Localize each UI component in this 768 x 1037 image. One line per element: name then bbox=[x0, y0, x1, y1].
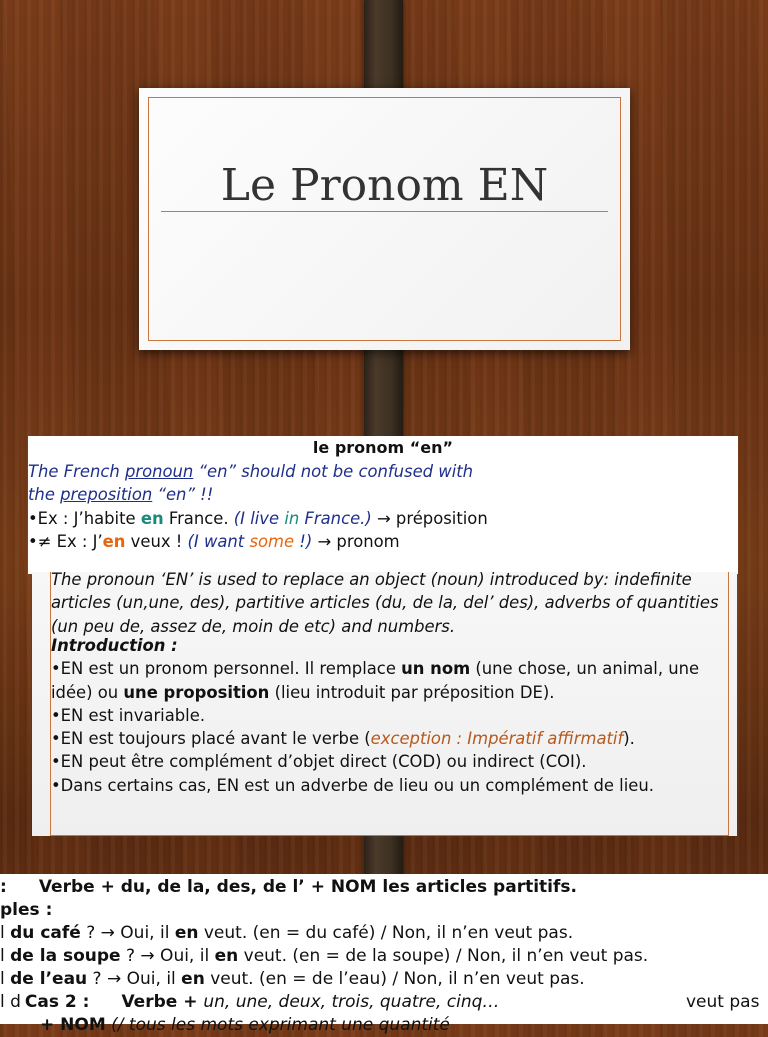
highlight-some: some bbox=[249, 532, 295, 551]
case2-quantity-note: (/ tous les mots exprimant une quantité bbox=[105, 1015, 450, 1035]
highlight-in: in bbox=[284, 508, 300, 528]
case1-row bbox=[0, 876, 577, 899]
case2-label: Cas 2 : bbox=[24, 992, 90, 1012]
warning-line-2: the preposition “en” !! bbox=[28, 485, 214, 504]
example-mid: France. bbox=[163, 508, 234, 528]
example-prefix: •≠ Ex : J’ bbox=[28, 532, 103, 551]
case1-overflow bbox=[686, 991, 759, 1014]
title-underline bbox=[161, 211, 608, 212]
bullet-pronom-personnel bbox=[51, 657, 731, 704]
example-en: en bbox=[181, 969, 205, 989]
bullet-text: (une chose, un animal, une idée) ou bbox=[51, 659, 700, 702]
translation-a: (I live bbox=[233, 508, 285, 528]
example-part: l bbox=[0, 923, 11, 943]
examples-label: ples : bbox=[0, 900, 53, 920]
pronoun-word: pronoun bbox=[124, 461, 194, 481]
example-prefix: •Ex : J’habite bbox=[28, 508, 141, 528]
bullet-text: •EN est un pronom personnel. Il remplace bbox=[51, 659, 402, 679]
exception-text: exception : Impératif affirmatif bbox=[370, 729, 624, 749]
pronoun-vs-preposition-box bbox=[28, 436, 738, 574]
example-cafe bbox=[0, 922, 573, 945]
translation-a: (I want bbox=[187, 532, 250, 551]
example-part: l bbox=[0, 946, 11, 966]
example-result: → préposition bbox=[371, 508, 488, 528]
translation-b: !) bbox=[294, 532, 313, 551]
partitive-examples-box bbox=[0, 874, 768, 1035]
bold-une-proposition: une proposition bbox=[123, 682, 270, 702]
bullet-text: •EN est toujours placé avant le verbe ( bbox=[51, 729, 371, 749]
introduction-box bbox=[32, 572, 737, 836]
example-part: ? → Oui, il bbox=[80, 923, 175, 943]
warning-line-1: The French pronoun “en” should not be confused with bbox=[28, 461, 474, 481]
english-explanation bbox=[51, 568, 731, 638]
preposition-word: preposition bbox=[60, 485, 153, 504]
bullet-cod-coi: •EN peut être complément d’objet direct (COD) ou indirect (COI). bbox=[51, 752, 587, 772]
example-noun: de la soupe bbox=[10, 946, 121, 966]
translation-b: France.) bbox=[299, 508, 372, 528]
page-title: Le Pronom EN bbox=[220, 160, 549, 211]
example-pronoun bbox=[28, 530, 738, 554]
example-result: → pronom bbox=[312, 532, 400, 551]
example-en: en bbox=[214, 946, 239, 966]
highlight-en: en bbox=[102, 532, 126, 551]
english-text: The pronoun ‘EN’ is used to replace an object (noun) introduced by: indefinite articles (un,une, des), partitive articles (du, de la, del’ des), adverbs of quantities (un peu de, assez de, moin de etc) and numbers. bbox=[51, 570, 719, 636]
bullet-adverbe-lieu: •Dans certains cas, EN est un adverbe de lieu ou un complément de lieu. bbox=[51, 775, 654, 795]
introduction-text bbox=[51, 634, 731, 797]
case1-label: : bbox=[0, 877, 7, 897]
example-part: ? → Oui, il bbox=[87, 969, 182, 989]
case2-rule: Verbe + bbox=[121, 992, 204, 1012]
example-soupe bbox=[0, 945, 648, 968]
introduction-heading: Introduction : bbox=[51, 636, 178, 655]
example-noun: du café bbox=[10, 923, 81, 943]
case2-noun: + NOM bbox=[40, 1015, 106, 1035]
example-preposition bbox=[28, 507, 738, 531]
example-mid: veux ! bbox=[125, 532, 188, 551]
example-part: veut. (en = de l’eau) / Non, il n’en veut pas. bbox=[204, 969, 585, 989]
title-card bbox=[139, 88, 630, 350]
case2-numbers: un, une, deux, trois, quatre, cinq… bbox=[203, 992, 500, 1012]
box-header: le pronom “en” bbox=[312, 438, 454, 457]
case2-noun-row bbox=[40, 1014, 450, 1037]
example-part: l bbox=[0, 969, 11, 989]
case1-rule: Verbe + du, de la, des, de l’ + NOM bbox=[38, 877, 383, 897]
bold-un-nom: un nom bbox=[401, 659, 471, 679]
example-noun: de l’eau bbox=[10, 969, 88, 989]
bullet-text: ). bbox=[623, 729, 635, 749]
bullet-text: (lieu introduit par préposition DE). bbox=[269, 682, 555, 702]
highlight-en: en bbox=[140, 508, 164, 528]
example-part: ? → Oui, il bbox=[120, 946, 215, 966]
examples-heading bbox=[0, 899, 52, 922]
example-part: l d bbox=[0, 992, 21, 1012]
title-card-frame bbox=[148, 97, 621, 341]
case2-row bbox=[0, 991, 499, 1014]
example-en: en bbox=[174, 923, 199, 943]
example-part: veut. (en = du café) / Non, il n’en veut pas. bbox=[198, 923, 574, 943]
example-part: veut. (en = de la soupe) / Non, il n’en veut pas. bbox=[238, 946, 649, 966]
case1-articles: les articles partitifs. bbox=[382, 877, 577, 897]
bullet-placement bbox=[51, 727, 731, 750]
example-eau bbox=[0, 968, 585, 991]
bullet-invariable: •EN est invariable. bbox=[51, 705, 206, 725]
example-part: veut pas bbox=[686, 992, 760, 1012]
